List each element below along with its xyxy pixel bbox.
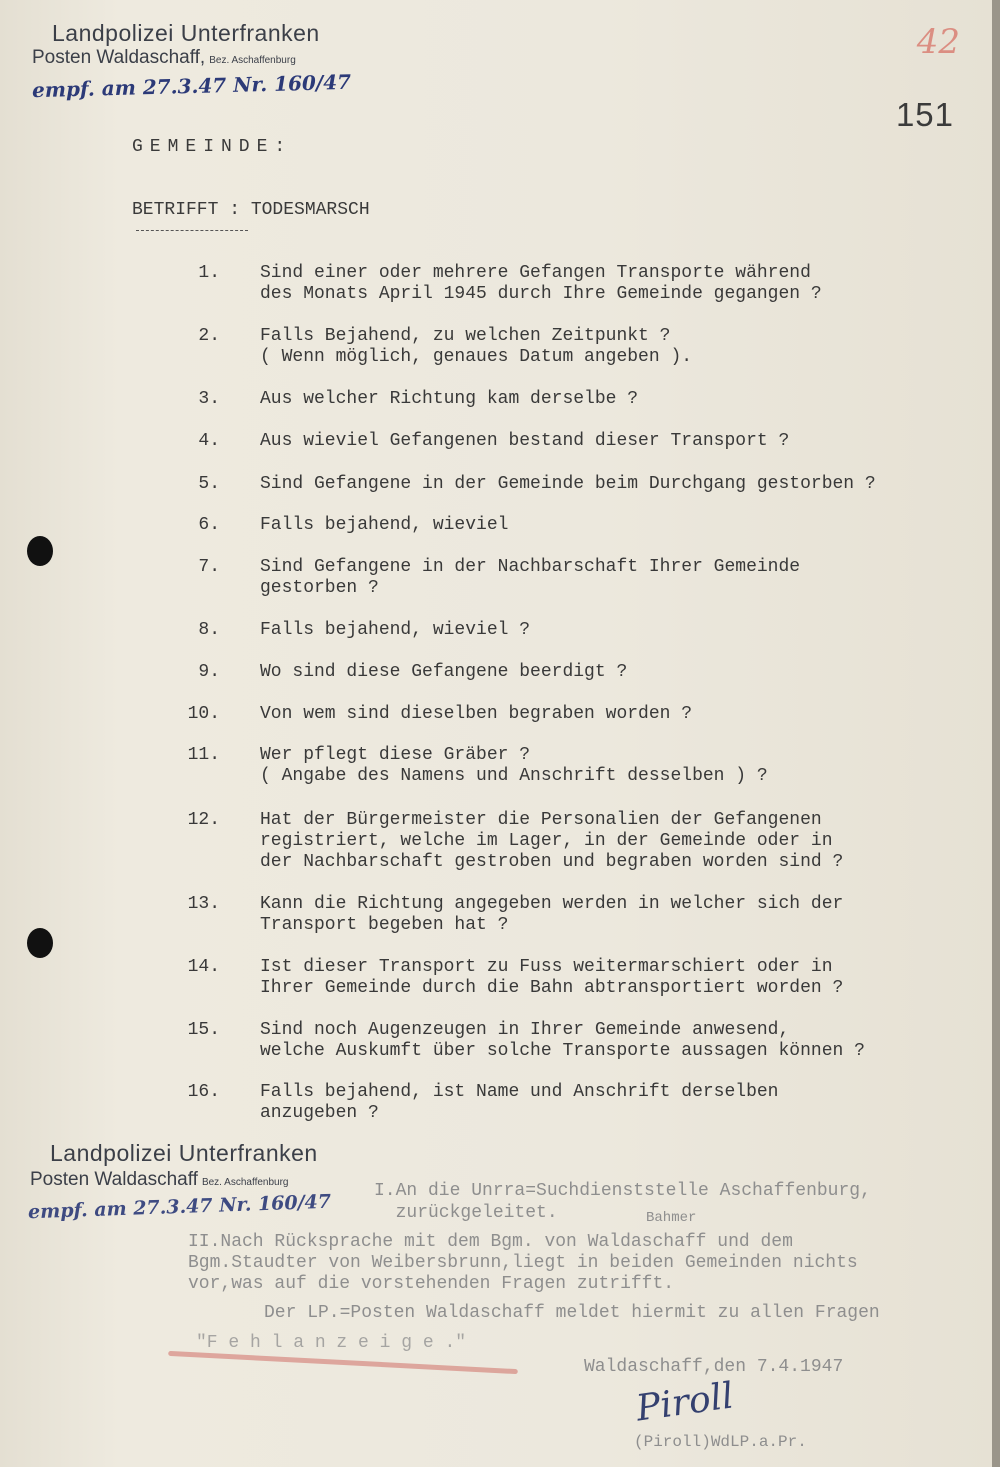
question-number: 16.	[187, 1082, 220, 1102]
footer-stamp-line-2	[30, 1169, 318, 1191]
stamp-line-2-small: Bez. Aschaffenburg	[209, 55, 296, 66]
red-ink-stroke	[168, 1351, 518, 1374]
forwarding-note: I.An die Unrra=Suchdienststelle Aschaffenburg, zurückgeleitet.	[374, 1181, 871, 1223]
question-number: 14.	[187, 957, 220, 977]
report-note: II.Nach Rücksprache mit dem Bgm. von Waldaschaff und dem Bgm.Staudter von Weibersbrunn,liegt in beiden Gemeinden nichts vor,was auf die vorstehenden Fragen zutrifft.	[188, 1232, 858, 1294]
footer-stamp-line-2-small: Bez. Aschaffenburg	[201, 1177, 289, 1188]
footer-stamp-line-1: Landpolizei Unterfranken	[50, 1140, 318, 1166]
handwritten-signature: Piroll	[633, 1375, 737, 1430]
page-number: 151	[895, 96, 954, 133]
question-text: Falls Bejahend, zu welchen Zeitpunkt ? ( Wenn möglich, genaues Datum angeben ).	[260, 326, 693, 367]
question-text: Ist dieser Transport zu Fuss weitermarschiert oder in Ihrer Gemeinde durch die Bahn abtransportiert worden ?	[260, 957, 844, 998]
question-text: Wo sind diese Gefangene beerdigt ?	[260, 662, 628, 682]
question-text: Wer pflegt diese Gräber ? ( Angabe des Namens und Anschrift desselben ) ?	[260, 745, 768, 786]
typed-signature: (Piroll)WdLP.a.Pr.	[634, 1433, 807, 1451]
punch-hole-top	[27, 536, 53, 566]
question-number: 13.	[187, 894, 220, 914]
question-number: 9.	[198, 662, 220, 682]
footer-stamp-line-2-text: Posten Waldaschaff	[30, 1169, 198, 1190]
question-number: 4.	[198, 431, 220, 451]
question-number: 8.	[198, 620, 220, 640]
question-text: Kann die Richtung angegeben werden in welcher sich der Transport begeben hat ?	[260, 894, 844, 935]
question-number: 15.	[187, 1020, 220, 1040]
question-text: Falls bejahend, ist Name und Anschrift derselben anzugeben ?	[260, 1082, 779, 1123]
question-text: Sind noch Augenzeugen in Ihrer Gemeinde anwesend, welche Auskumft über solche Transporte aussagen können ?	[260, 1020, 865, 1061]
betrifft-heading: BETRIFFT : TODESMARSCH	[132, 200, 370, 220]
question-text: Aus welcher Richtung kam derselbe ?	[260, 389, 639, 409]
question-number: 3.	[198, 389, 220, 409]
fehlanzeige-text: "F e h l a n z e i g e ."	[196, 1333, 467, 1353]
report-statement: Der LP.=Posten Waldaschaff meldet hiermit zu allen Fragen	[264, 1303, 880, 1323]
question-number: 6.	[198, 515, 220, 535]
question-text: Falls bejahend, wieviel	[260, 515, 509, 535]
gemeinde-heading: GEMEINDE:	[132, 137, 293, 157]
punch-hole-bottom	[27, 928, 53, 958]
question-number: 7.	[198, 557, 220, 577]
police-stamp-header	[32, 20, 320, 69]
question-number: 11.	[187, 745, 220, 765]
question-number: 5.	[198, 474, 220, 494]
betrifft-underline	[136, 230, 248, 231]
question-text: Hat der Bürgermeister die Personalien der Gefangenen registriert, welche im Lager, in der Gemeinde oder in der Nachbarschaft gestroben und begraben worden sind ?	[260, 810, 844, 872]
question-text: Sind Gefangene in der Gemeinde beim Durchgang gestorben ?	[260, 474, 876, 494]
stamp-line-1: Landpolizei Unterfranken	[52, 20, 320, 46]
question-number: 10.	[187, 704, 220, 724]
question-number: 12.	[187, 810, 220, 830]
question-text: Sind einer oder mehrere Gefangen Transporte während des Monats April 1945 durch Ihre Gemeinde gegangen ?	[260, 263, 822, 304]
place-and-date: Waldaschaff,den 7.4.1947	[584, 1357, 844, 1377]
question-text: Falls bejahend, wieviel ?	[260, 620, 531, 640]
question-number: 2.	[198, 326, 220, 346]
stamp-line-2-text: Posten Waldaschaff,	[32, 47, 206, 68]
question-text: Aus wieviel Gefangenen bestand dieser Transport ?	[260, 431, 790, 451]
red-handwritten-mark: 42	[916, 22, 960, 62]
handwritten-received-note: empf. am 27.3.47 Nr. 160/47	[31, 69, 352, 103]
question-number: 1.	[198, 263, 220, 283]
police-stamp-footer	[30, 1140, 318, 1191]
handwritten-name: Bahmer	[646, 1210, 697, 1226]
footer-handwritten-received-note: empf. am 27.3.47 Nr. 160/47	[27, 1190, 332, 1224]
question-text: Sind Gefangene in der Nachbarschaft Ihrer Gemeinde gestorben ?	[260, 557, 801, 598]
question-text: Von wem sind dieselben begraben worden ?	[260, 704, 693, 724]
stamp-line-2	[32, 47, 320, 69]
page-edge-shadow	[992, 0, 1000, 1467]
